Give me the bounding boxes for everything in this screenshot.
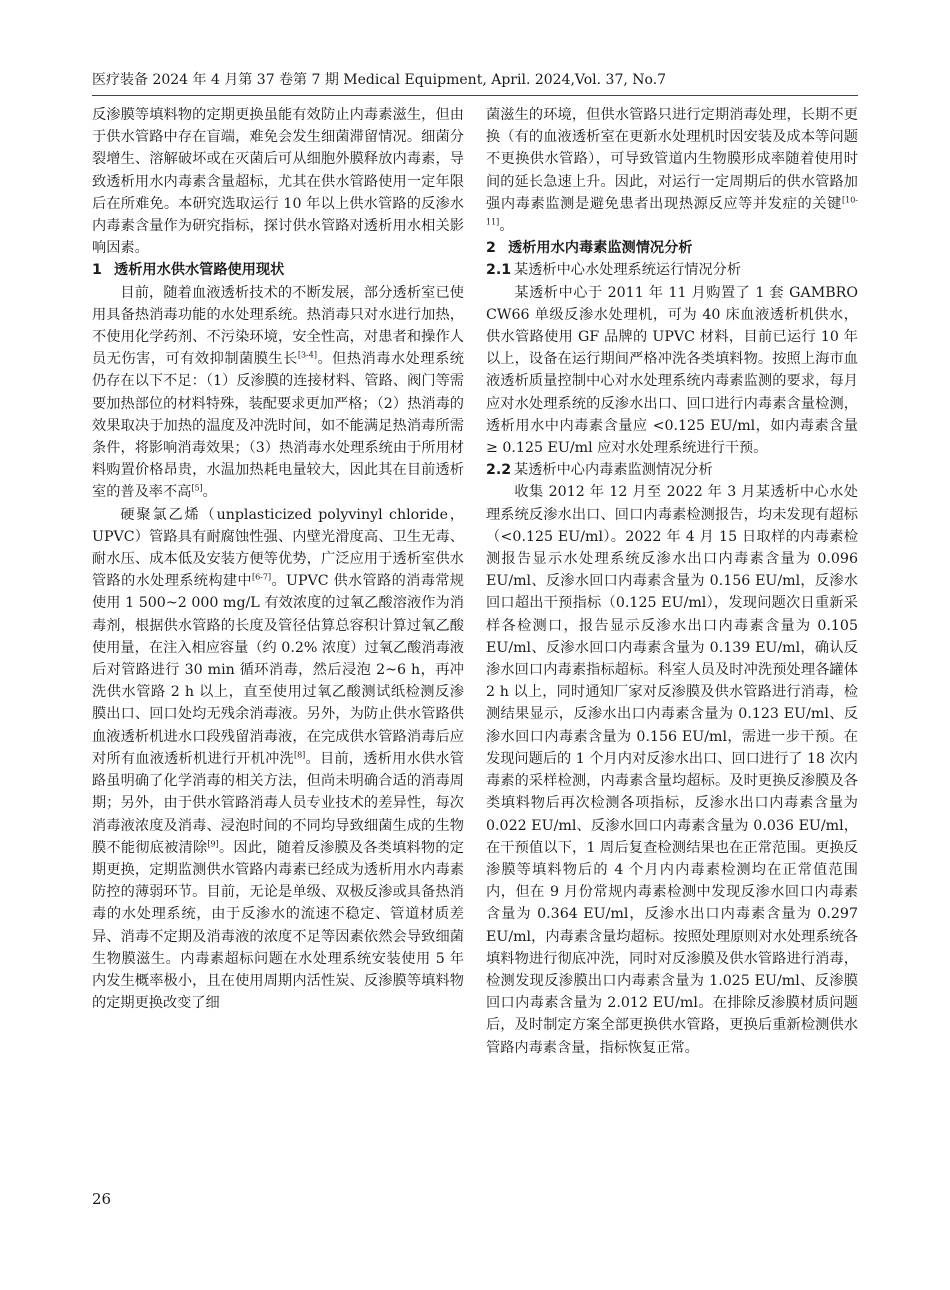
paragraph-heat-disinfection [92, 282, 464, 504]
section-1-heading [92, 259, 464, 281]
intro-paragraph: 反渗膜等填料物的定期更换虽能有效防止内毒素滋生，但由于供水管路中存在盲端，难免会发生细菌滞留情况。细菌分裂增生、溶解破坏或在灭菌后可从细胞外膜释放内毒素，导致透析用水内毒素含量超标，尤其在供水管路使用一定年限后在所难免。本研究选取运行 10 年以上供水管路的反渗水内毒素含量作为研究指标，探讨供水管路对透析用水相关影响因素。 [92, 107, 464, 257]
header-rule [92, 95, 858, 96]
citation: [10-11] [486, 195, 858, 227]
left-column [92, 104, 464, 1014]
section-1-number: 1 [92, 262, 102, 279]
paragraph-text: 硬聚氯乙烯（unplasticized polyvinyl chloride，UPVC）管路具有耐腐蚀性强、内壁光滑度高、卫生无毒、耐水压、成本低及安装方便等优势，广泛应用于透析室供水管路的水处理系统构建中 [92, 506, 464, 590]
subsection-2-1-title: 某透析中心水处理系统运行情况分析 [514, 262, 742, 279]
section-1-title: 透析用水供水管路使用现状 [114, 262, 285, 279]
paragraph-endotoxin-monitoring: 收集 2012 年 12 月至 2022 年 3 月某透析中心水处理系统反渗水出口、回口内毒素检测报告，均未发现有超标（<0.125 EU/ml）。2022 年 4 月 15 日取样的内毒素检测报告显示水处理系统反渗水出口内毒素含量为 0.096 EU/ml、反渗水回口内毒素含量为 0.156 EU/ml，反渗水回口超出干预指标（0.125 EU/ml），发现问题次日重新采样各检测口，报告显示反渗水出口内毒素含量为 0.105 EU/ml、反渗水回口内毒素含量为 0.139 EU/ml，确认反渗水回口内毒素指标超标。科室人员及时冲洗预处理各罐体 2 h 以上，同时通知厂家对反渗膜及供水管路进行消毒，检测结果显示，反渗水出口内毒素含量为 0.123 EU/ml、反渗水回口内毒素含量为 0.156 EU/ml，需进一步干预。在发现问题后的 1 个月内对反渗水出口、回口进行了 18 次内毒素的采样检测，内毒素含量均超标。及时更换反渗膜及各类填料物后再次检测各项指标，反渗水出口内毒素含量为 0.022 EU/ml、反渗水回口内毒素含量为 0.036 EU/ml，在干预值以下，1 周后复查检测结果也在正常范围。更换反渗膜等填料物后的 4 个月内内毒素检测均在正常值范围内，但在 9 月份常规内毒素检测中发现反渗水回口内毒素含量为 0.364 EU/ml，反渗水出口内毒素含量为 0.297 EU/ml，内毒素含量均超标。按照处理原则对水处理系统各填料物进行彻底冲洗，同时对反渗膜及供水管路进行消毒，检测发现反渗膜出口内毒素含量为 1.025 EU/ml、反渗膜回口内毒素含量为 2.012 EU/ml。在排除反渗膜材质问题后，及时制定方案全部更换供水管路，更换后重新检测供水管路内毒素含量，指标恢复正常。 [486, 484, 858, 1056]
subsection-2-2-heading [486, 459, 858, 481]
citation: [5] [191, 483, 203, 493]
paragraph-text: 。 [499, 218, 514, 235]
paragraph-text: 。但热消毒水处理系统仍存在以下不足：（1）反渗膜的连接材料、管路、阀门等需要加热部位的材料特殊，装配要求更加严格；（2）热消毒的效果取决于加热的温度及冲洗时间，如不能满足热消毒所需条件，将影响消毒效果；（3）热消毒水处理系统由于所用材料购置价格昂贵，水温加热耗电量较大，因此其在目前透析室的普及率不高 [92, 351, 464, 501]
section-2-title: 透析用水内毒素监测情况分析 [508, 240, 693, 257]
right-column [486, 104, 858, 1059]
journal-header: 医疗装备 2024 年 4 月第 37 卷第 7 期 Medical Equipment, April. 2024,Vol. 37, No.7 [92, 72, 667, 88]
paragraph-text: 菌滋生的环境，但供水管路只进行定期消毒处理，长期不更换（有的血液透析室在更新水处理机时因安装及成本等问题不更换供水管路），可导致管道内生物膜形成率随着使用时间的延长急速上升。因此，对运行一定周期后的供水管路加强内毒素监测是避免患者出现热源反应等并发症的关键 [486, 107, 858, 212]
citation: [6-7] [251, 572, 272, 582]
paragraph-upvc-pipes [92, 504, 464, 1015]
section-2-heading [486, 237, 858, 259]
paragraph-text: 。目前，透析用水供水管路虽明确了化学消毒的相关方法，但尚未明确合适的消毒周期；另外，由于供水管路消毒人员专业技术的差异性，每次消毒液浓度及消毒、浸泡时间的不同均导致细菌生成的生物膜不能彻底被清除 [92, 750, 464, 856]
subsection-2-1-number: 2.1 [486, 262, 512, 279]
page-number: 26 [92, 1190, 112, 1208]
citation: [3-4] [297, 350, 317, 360]
section-2-number: 2 [486, 240, 496, 257]
citation: [8] [293, 750, 306, 760]
subsection-2-1-heading [486, 259, 858, 281]
paragraph-water-system: 某透析中心于 2011 年 11 月购置了 1 套 GAMBRO CW66 单级反渗水处理机，可为 40 床血液透析机供水，供水管路使用 GF 品牌的 UPVC 材料，目前已运行 10 年以上，设备在运行期间严格冲洗各类填料物。按照上海市血液透析质量控制中心对水处理系统内毒素监测的要求，每月应对水处理系统的反渗水出口、回口进行内毒素含量检测，透析用水中内毒素含量应 <0.125 EU/ml，如内毒素含量≥ 0.125 EU/ml 应对水处理系统进行干预。 [486, 284, 858, 457]
subsection-2-2-title: 某透析中心内毒素监测情况分析 [514, 462, 713, 479]
continued-paragraph [486, 104, 858, 237]
citation: [9] [207, 838, 219, 848]
subsection-2-2-number: 2.2 [486, 462, 512, 479]
paragraph-text: 。 [202, 484, 217, 501]
paragraph-text: 目前，随着血液透析技术的不断发展，部分透析室已使用具备热消毒功能的水处理系统。热消毒只对水进行加热，不使用化学药剂、不污染环境，安全性高，对患者和操作人员无伤害，可有效抑制菌膜生长 [92, 284, 464, 368]
paragraph-text: 。UPVC 供水管路的消毒常规使用 1 500~2 000 mg/L 有效浓度的过氧乙酸溶液作为消毒剂，根据供水管路的长度及管径估算总容积计算过氧乙酸使用量，在注入相应容量（约 0.2% 浓度）过氧乙酸消毒液后对管路进行 30 min 循环消毒，然后浸泡 2~6 h，再冲洗供水管路 2 h 以上，直至使用过氧乙酸测试纸检测反渗膜出口、回口处均无残余消毒液。另外，为防止供水管路供血液透析机进水口段残留消毒液，在完成供水管路消毒后应对所有血液透析机进行开机冲洗 [92, 573, 464, 767]
paragraph-text: 。因此，随着反渗膜及各类填料物的定期更换，定期监测供水管路内毒素已经成为透析用水内毒素防控的薄弱环节。目前，无论是单级、双极反渗或具备热消毒的水处理系统，由于反渗水的流速不稳定、管道材质差异、消毒不定期及消毒液的浓度不足等因素依然会导致细菌生物膜滋生。内毒素超标问题在水处理系统安装使用 5 年内发生概率极小，且在使用周期内活性炭、反渗膜等填料物的定期更换改变了细 [92, 839, 464, 1012]
